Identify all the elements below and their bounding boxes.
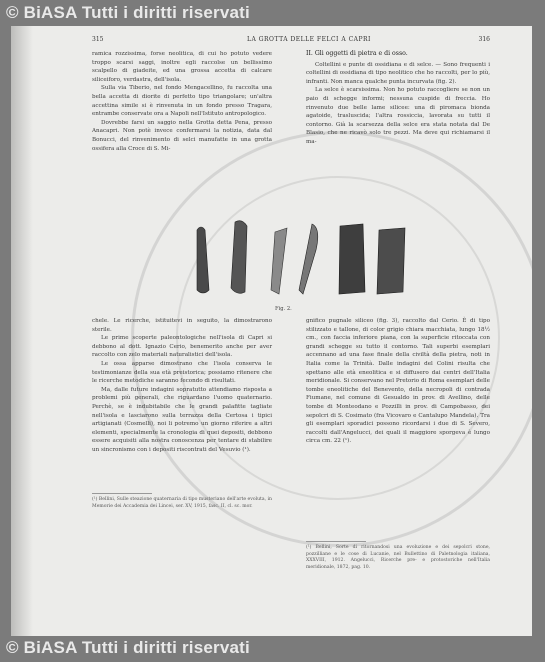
left-column-top-text — [92, 50, 272, 153]
figure-caption: Fig. 2. — [275, 306, 292, 312]
paragraph: Le ossa apparse dimostrano che l'isola conserva le testimonianze della sua età preistorica; possiamo ritenere che le ricerche metodiche saranno fecondo di risultati. — [92, 360, 272, 385]
paragraph: Le prime scoperte paleontologiche nell'isola di Capri si debbono al dott. Ignazio Cerio, benemerito anche per aver raccolto con zelo materiali naturalistici dell'isola. — [92, 335, 272, 359]
paragraph: gnifico pugnale siliceo (fig. 3), raccolto dal Cerio. È di tipo stilizzato e tallone, di color grigio chiara macchiata, lungo 18½ cm., con faccia inferiore piana, con la superficie ritoccata con grandi schegge su tutto il contorno. Tali superbi esemplari accennano ad una fase finale della civiltà della pietra, noti in Italia come la Trinità. Dalle indagini del Colini risulta che spettano alle età eneolitica e si diffusero dai centri dell'Italia meridionale. Si conservano nel Pretorio di Roma esemplari delle tombe eneolitiche del Benevento, della necropoli di contrada Fiumane, nel comune di Gesualdo in prov. di Avellino, delle tombe di Monteodano e Pozzilli in prov. di Campobasso, dei sepolcri di S. Cosimato (fra Vicovaro e Cantalupo Mandela). Tra gli esemplari sporadici possono ricordarsi i due di S. Severo, raccolti dall'Angelucci, dei quali il maggiore sporgeva è lungo circa cm. 22 (¹). — [306, 318, 490, 445]
footnote-right: (¹) Bellini, Sorte di ritornandosi una evoluzione e dei sepolcri stone, pozzilliane e le cose di Lucanie, nel Bullettino di Paletnologia italiana, XXXVIII, 1912. Angelucci, Ricerche pre- e protostoriche nell'Italia meridionale, 1872, pag. 10. — [306, 545, 490, 570]
obsidian-blade-2 — [231, 221, 247, 294]
figure-stone-tools — [175, 200, 425, 310]
running-title: LA GROTTA DELLE FELCI A CAPRI — [247, 36, 371, 43]
stone-tools-illustration — [175, 200, 425, 300]
right-column-top-text — [306, 50, 490, 147]
paragraph: Coltellini e punte di ossidiana e di selce. — Sono frequenti i coltellini di ossidiana di tipo neolitico che ho raccolti, per lo più, infranti. Non manca qualche punta incurvata (fig. 2). — [306, 61, 490, 85]
section-heading: II. Gli oggetti di pietra e di osso. — [306, 50, 408, 57]
left-column-bottom-text — [92, 317, 272, 455]
paragraph: ramica rozzissima, forse neolitica, di cui ho potuto vedere troppo scarsi saggi, inoltre egli raccolse un bellissimo scalpello di giadeite, ed una grossa accetta di calcare siliceiforo, verdastra, dell'isola. — [92, 51, 272, 83]
footnote-divider-left — [92, 493, 152, 494]
footnote-left: (¹) Bellini, Sulle steazione quaternaria di tipo musteriano dell'arte evoluta, in Memorie dei Accademia dei Lincei, ser. XV, 1915, fasc. II, cl. sc. mor. — [92, 497, 272, 509]
page-number-left: 315 — [92, 36, 104, 43]
footnote-divider-right — [306, 541, 366, 542]
flint-blade-1 — [339, 224, 365, 294]
paragraph: Dovrebbe farsi un saggio nella Grotta detta Pena, presso Anacapri. Non potè invece confermarsi la notizia, data dal Bonucci, del rinvenimento di selci manufatte in una grotta ossifera alla Croce di S. Mi- — [92, 119, 272, 152]
watermark-bottom: © BiASA Tutti i diritti riservati — [6, 638, 250, 657]
page-gutter-shadow — [11, 26, 33, 636]
right-column-bottom-text — [306, 317, 490, 446]
paragraph: La selce è scarsissima. Non ho potuto raccogliere se non un paio di schegge informi; nessuna cuspide di freccia. Ho rinvenuto due belle lame silicee: una di piromaca bionda agatoide, trasluscida; l'altra rossiccia, lavorata su tutti il contorno. Già la scarsezza della selce era stata notata dal De Blasio, che ne ricavò solo tre pezzi. Ma deve qui richiamarsi il ma- — [306, 87, 490, 145]
page-number-right: 316 — [478, 36, 490, 43]
obsidian-blade-3 — [271, 228, 287, 294]
watermark-top: © BiASA Tutti i diritti riservati — [6, 3, 250, 22]
paragraph: Sulla via Tiberio, nel fondo Mengacellino, fu raccolta una bella accetta di diorite di perfetto tipo triangolare; un'altra accettina simile si è rinvenuta in un fondo presso Tragara, entrambe conservate ora a Napoli nell'Istituto antropologico. — [92, 85, 272, 118]
paragraph: chele. Le ricerche, istituitevi in seguito, la dimostrarono sterile. — [92, 318, 272, 333]
paragraph: Ma, dalle future indagini sopratutto attendiamo risposta a problemi più generali, che riguardano l'uomo quaternario. Perchè, se è indubitabile che le grandi palafitte tagliate nell'isola e lasciarono sulla terrazza della Certosa i tipici artigianati (Cosmelli), noi li potremo un giorno riferire a altri elementi, specialmente la cronologia di quei depositi, debbono essere acquisiti alla nostra conoscenza per tentare di stabilire un sincronismo con i depositi riscontrati del Vesuvio (¹). — [92, 386, 272, 453]
flint-blade-2 — [377, 228, 405, 294]
obsidian-point — [299, 224, 318, 294]
obsidian-blade-1 — [197, 227, 209, 293]
running-head — [92, 36, 490, 48]
